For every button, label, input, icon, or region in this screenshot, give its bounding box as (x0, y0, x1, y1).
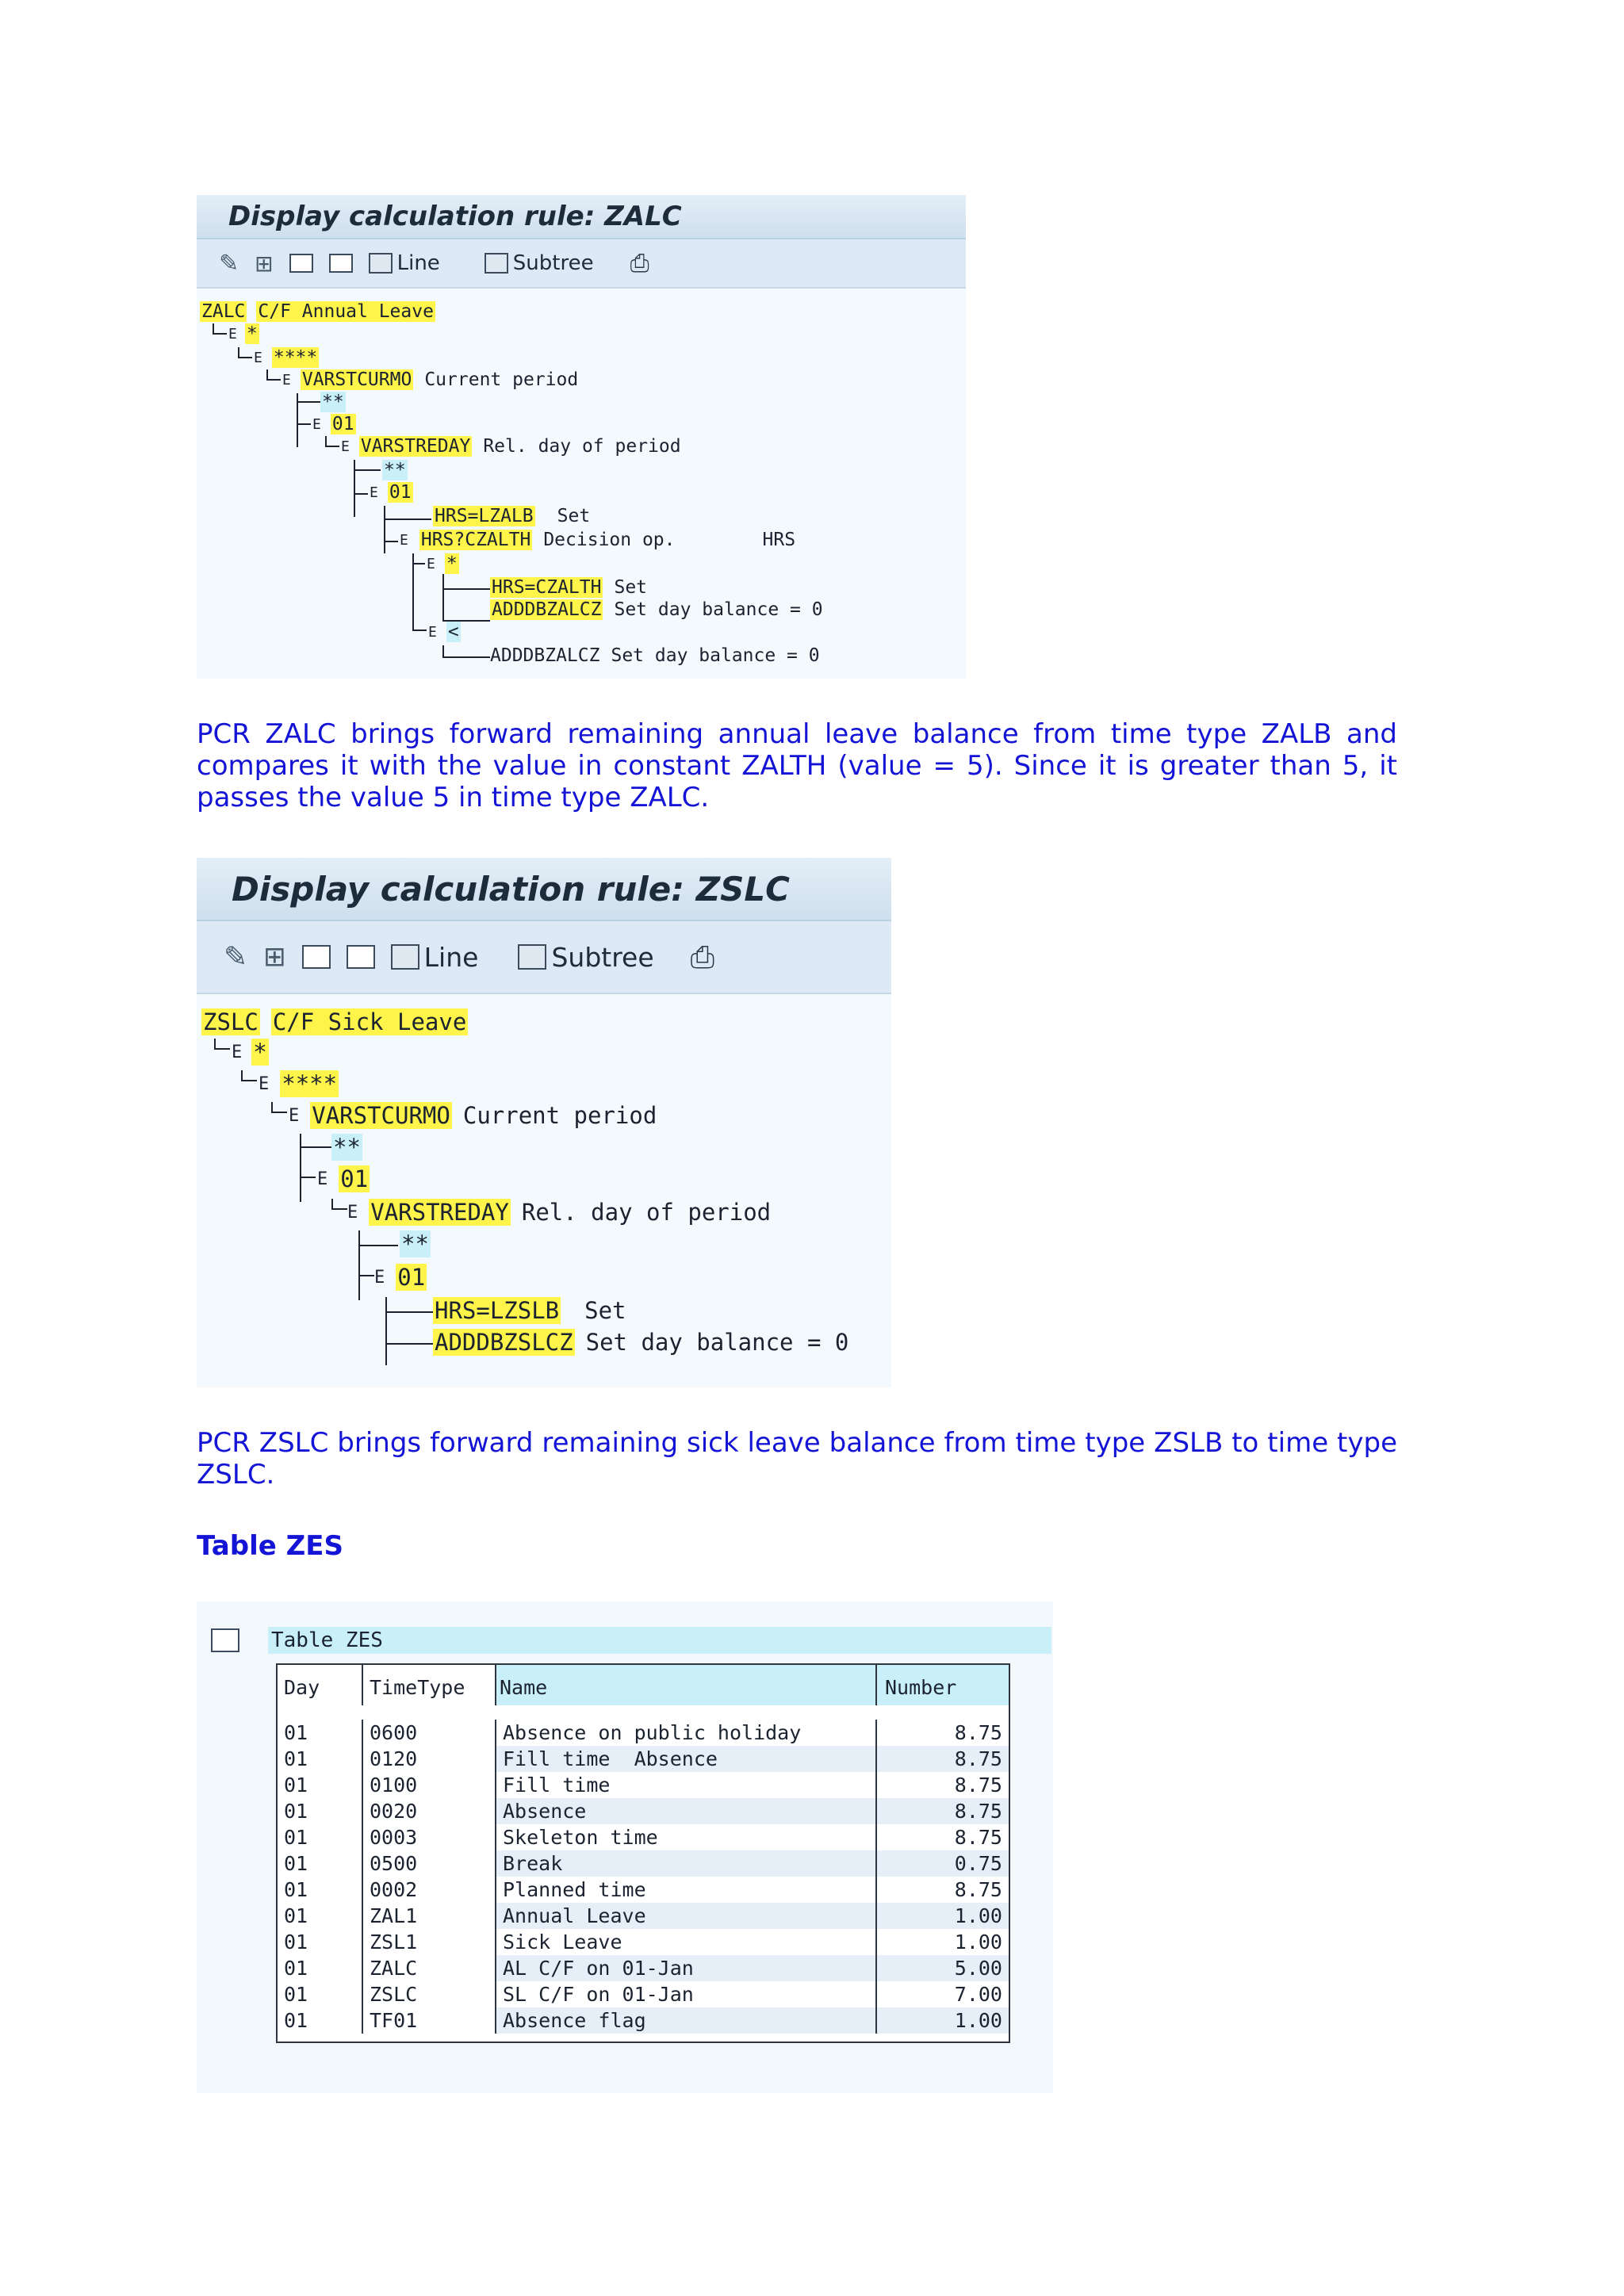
tree-node[interactable] (317, 1165, 370, 1192)
tree-node[interactable] (282, 369, 578, 390)
pencil-glasses-icon[interactable]: ✎ (219, 249, 239, 277)
cell-number: 1.00 (954, 1931, 1002, 1954)
node-code: HRS=CZALTH (492, 577, 602, 598)
cell-number: 8.75 (876, 1798, 1009, 1824)
line-label: Line (396, 251, 440, 275)
print-icon[interactable]: ⎙ (630, 249, 649, 277)
tree-node[interactable] (370, 482, 413, 503)
tree-node[interactable] (228, 323, 259, 344)
cell-name: SL C/F on 01-Jan (496, 1981, 876, 2007)
tree-node[interactable] (400, 1230, 431, 1257)
tree-root (200, 301, 435, 322)
node-e: E (347, 1202, 358, 1223)
zslc-toolbar (197, 921, 891, 994)
cell-timetype: 0600 (362, 1720, 496, 1746)
rule-text: C/F Annual Leave (258, 301, 434, 322)
cell-number: 8.75 (954, 1774, 1002, 1797)
tree-node[interactable] (490, 577, 647, 598)
tree-node[interactable] (427, 553, 459, 574)
cell-name: AL C/F on 01-Jan (496, 1955, 876, 1981)
zslc-title: Display calculation rule: ZSLC (232, 869, 790, 909)
node-desc: Set (584, 1297, 626, 1324)
cell-day: 01 (278, 1903, 362, 1929)
node-code: ** (322, 392, 344, 412)
tree-node[interactable] (433, 1297, 626, 1324)
cell-number: 8.75 (954, 1721, 1002, 1744)
cell-name: Annual Leave (496, 1903, 876, 1929)
tree-root (201, 1008, 468, 1035)
line-label: Line (423, 941, 479, 973)
node-e: E (228, 325, 237, 342)
tree-node[interactable] (428, 622, 461, 642)
zes-title: Table ZES (271, 1628, 383, 1652)
node-e: E (428, 623, 437, 641)
cell-name: Break (496, 1850, 876, 1877)
rule-code: ZALC (201, 301, 246, 322)
cell-timetype: ZALC (362, 1955, 496, 1981)
collapse-icon[interactable] (347, 945, 375, 969)
cell-number: 0.75 (876, 1850, 1009, 1877)
zslc-title-bar (197, 858, 891, 921)
cell-day: 01 (278, 1772, 362, 1798)
cell-timetype: 0003 (362, 1824, 496, 1850)
subtree-button[interactable] (518, 942, 653, 973)
tree-node[interactable] (382, 460, 408, 480)
paragraph-zslc: PCR ZSLC brings forward remaining sick leave balance from time type ZSLB to time type ZSLC. (197, 1427, 1397, 1490)
node-code: ** (401, 1230, 429, 1257)
node-code: * (246, 323, 258, 344)
node-code: **** (282, 1070, 338, 1097)
subtree-button[interactable] (485, 251, 594, 275)
node-code: 01 (331, 414, 354, 434)
node-code: **** (273, 347, 318, 368)
tree-node[interactable] (331, 1134, 362, 1161)
cell-name: Sick Leave (496, 1929, 876, 1955)
node-extra: HRS (762, 530, 796, 550)
table-row[interactable] (278, 1981, 1009, 2007)
rule-text: C/F Sick Leave (272, 1008, 467, 1035)
tree-node[interactable] (433, 506, 590, 526)
table-header-row (278, 1665, 1009, 1705)
hierarchy-icon[interactable]: ⊞ (255, 250, 274, 277)
tree-node[interactable] (320, 392, 346, 412)
node-code: VARSTCURMO (312, 1102, 450, 1129)
zalc-toolbar (197, 239, 966, 289)
node-code: HRS=LZSLB (435, 1297, 560, 1324)
cell-name: Fill time (496, 1772, 876, 1798)
node-code: ADDDBZALCZ (490, 645, 600, 666)
node-desc: Rel. day of period (483, 436, 681, 457)
cell-timetype: TF01 (362, 2007, 496, 2034)
tree-node[interactable] (312, 414, 356, 434)
node-e: E (232, 1042, 243, 1062)
cell-day: 01 (278, 1877, 362, 1903)
cell-timetype: 0100 (362, 1772, 496, 1798)
expand-icon[interactable] (289, 254, 313, 273)
cell-day: 01 (278, 1720, 362, 1746)
zalc-title: Display calculation rule: ZALC (228, 201, 682, 232)
zes-title-row (211, 1627, 1051, 1654)
node-e: E (259, 1073, 270, 1094)
col-name[interactable]: Name (496, 1665, 876, 1705)
cell-timetype: ZSLC (362, 1981, 496, 2007)
cell-timetype: 0120 (362, 1746, 496, 1772)
node-code: VARSTCURMO (301, 369, 412, 390)
cell-name: Absence on public holiday (496, 1720, 876, 1746)
node-code: < (447, 622, 459, 642)
cell-timetype: 0020 (362, 1798, 496, 1824)
subtree-icon (485, 253, 508, 274)
table-icon[interactable] (211, 1628, 239, 1652)
cell-day: 01 (278, 1746, 362, 1772)
tree-node[interactable] (433, 1329, 848, 1356)
cell-timetype: ZSL1 (362, 1929, 496, 1955)
cell-day: 01 (278, 1850, 362, 1877)
cell-name: Absence flag (496, 2007, 876, 2034)
section-heading: Table ZES (197, 1530, 344, 1562)
paragraph-zalc: PCR ZALC brings forward remaining annual leave balance from time type ZALB and compares it with the value in constant ZALTH (value = 5). Since it is greater than 5, it passes the value 5 in time type ZALC. (197, 718, 1397, 813)
subtree-label: Subtree (551, 941, 654, 973)
cell-day: 01 (278, 1798, 362, 1824)
table-row[interactable] (278, 2007, 1009, 2034)
node-desc: Set (614, 577, 648, 598)
node-desc: Current period (462, 1102, 657, 1129)
zes-title-bar (268, 1627, 1051, 1654)
zalc-screenshot (197, 195, 966, 679)
tree-node[interactable] (259, 1070, 339, 1097)
cell-name: Planned time (496, 1877, 876, 1903)
cell-day: 01 (278, 1929, 362, 1955)
node-desc: Current period (424, 369, 579, 390)
cell-day: 01 (278, 1824, 362, 1850)
node-code: 01 (389, 482, 412, 503)
cell-name: Fill time Absence (496, 1746, 876, 1772)
node-code: VARSTREDAY (360, 436, 471, 457)
table-row[interactable] (278, 1746, 1009, 1772)
rule-code: ZSLC (203, 1008, 259, 1035)
node-desc: Set day balance = 0 (614, 599, 823, 620)
table-row[interactable] (278, 1929, 1009, 1955)
tree-node[interactable] (490, 645, 820, 666)
line-button[interactable] (391, 942, 479, 973)
node-code: 01 (340, 1165, 369, 1192)
node-e: E (341, 438, 350, 455)
node-e: E (427, 555, 435, 572)
table-row[interactable] (278, 1720, 1009, 1746)
node-code: ** (384, 460, 406, 480)
tree-node[interactable] (341, 436, 681, 457)
cell-number: 8.75 (954, 1826, 1002, 1849)
node-code: ADDDBZSLCZ (435, 1329, 573, 1356)
tree-node[interactable] (374, 1264, 427, 1291)
tree-node[interactable] (232, 1039, 269, 1066)
node-e: E (254, 349, 262, 366)
table-row[interactable] (278, 1798, 1009, 1824)
node-e: E (370, 484, 378, 501)
node-e: E (282, 371, 291, 388)
cell-number: 1.00 (876, 2007, 1009, 2034)
pencil-glasses-icon[interactable]: ✎ (224, 940, 248, 974)
cell-number: 1.00 (876, 1903, 1009, 1929)
node-desc: Set day balance = 0 (585, 1329, 849, 1356)
node-e: E (289, 1105, 300, 1126)
node-e: E (374, 1267, 385, 1288)
cell-name: Absence (496, 1798, 876, 1824)
col-timetype[interactable]: TimeType (362, 1665, 496, 1705)
line-icon (369, 253, 393, 274)
cell-day: 01 (278, 1981, 362, 2007)
cell-number: 5.00 (876, 1955, 1009, 1981)
zalc-title-bar (197, 195, 966, 239)
table-row[interactable] (278, 1877, 1009, 1903)
col-day[interactable]: Day (278, 1665, 362, 1705)
table-row[interactable] (278, 1850, 1009, 1877)
zes-table-frame (276, 1663, 1010, 2043)
zslc-screenshot (197, 858, 891, 1387)
print-icon[interactable]: ⎙ (690, 939, 715, 974)
tree-node[interactable] (254, 347, 319, 368)
line-button[interactable] (369, 251, 440, 275)
cell-number: 8.75 (876, 1746, 1009, 1772)
node-code: 01 (397, 1264, 426, 1291)
col-number[interactable]: Number (876, 1665, 1009, 1705)
node-code: ADDDBZALCZ (492, 599, 602, 620)
hierarchy-icon[interactable]: ⊞ (263, 941, 286, 973)
table-row[interactable] (278, 1955, 1009, 1981)
zes-table (278, 1665, 1009, 2034)
line-icon (391, 944, 419, 970)
node-desc: Set (557, 506, 591, 526)
expand-icon[interactable] (302, 945, 331, 969)
cell-number: 7.00 (954, 1983, 1002, 2006)
cell-day: 01 (278, 1955, 362, 1981)
tree-node[interactable] (490, 599, 823, 620)
node-code: ** (333, 1134, 361, 1161)
node-code: * (446, 553, 458, 574)
table-row[interactable] (278, 1772, 1009, 1798)
cell-number: 8.75 (954, 1878, 1002, 1901)
table-row[interactable] (278, 1824, 1009, 1850)
node-e: E (400, 531, 408, 549)
cell-timetype: 0500 (362, 1850, 496, 1877)
node-desc: Decision op. (543, 530, 676, 550)
cell-name: Skeleton time (496, 1824, 876, 1850)
node-desc: Rel. day of period (521, 1199, 772, 1226)
node-code: HRS?CZALTH (420, 530, 531, 550)
cell-timetype: 0002 (362, 1877, 496, 1903)
node-desc: Set day balance = 0 (611, 645, 820, 666)
zes-screenshot (197, 1601, 1053, 2093)
subtree-icon (518, 944, 546, 970)
tree-node[interactable] (347, 1199, 771, 1226)
cell-day: 01 (278, 2007, 362, 2034)
node-code: VARSTREDAY (370, 1199, 509, 1226)
tree-node[interactable] (400, 530, 795, 550)
node-code: HRS=LZALB (435, 506, 534, 526)
node-e: E (317, 1169, 328, 1189)
node-e: E (312, 415, 321, 433)
node-code: * (253, 1039, 267, 1066)
table-row[interactable] (278, 1903, 1009, 1929)
cell-timetype: ZAL1 (362, 1903, 496, 1929)
tree-node[interactable] (289, 1102, 657, 1129)
subtree-label: Subtree (512, 251, 594, 275)
collapse-icon[interactable] (329, 254, 353, 273)
